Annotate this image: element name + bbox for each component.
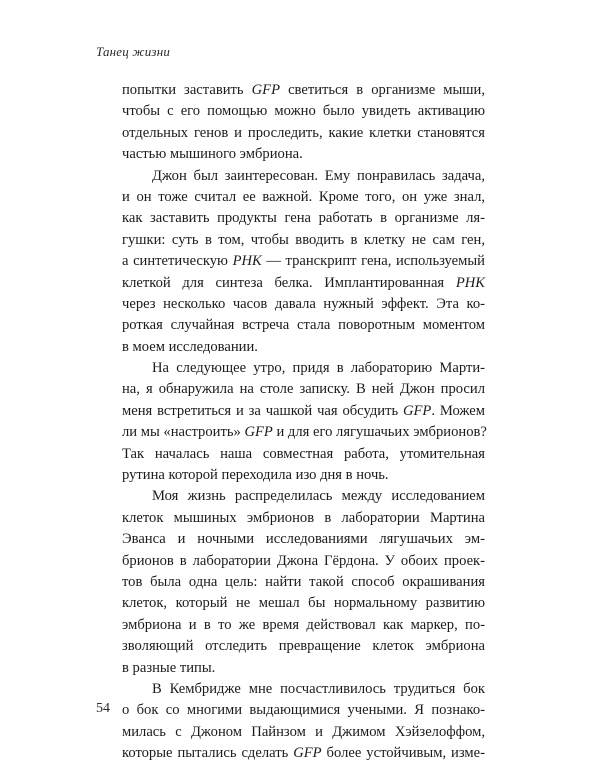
text-line: В Кембридже мне посчастливилось трудиться бок — [152, 680, 485, 697]
text-line: клеткой для синтеза белка. Имплантированная РНК — [122, 274, 485, 291]
paragraph — [122, 166, 485, 359]
text-line: на, я обнаружила на столе записку. В ней Джон просил — [122, 381, 485, 398]
text-line: через несколько часов давала нужный эффект. Эта ко- — [122, 295, 485, 312]
paragraph — [122, 679, 485, 765]
text-line: Джон был заинтересован. Ему понравилась задача, — [152, 167, 485, 184]
text-line: клеток, который не мешал бы нормальному развитию — [122, 595, 485, 612]
text-line: меня встретиться и за чашкой чая обсудить GFP. Можем — [122, 402, 485, 419]
text-line: частью мышиного эмбриона. — [122, 146, 303, 163]
text-line: ли мы «настроить» GFP и для его лягушачьих эмбрионов? — [122, 424, 487, 441]
text-line: отдельных генов и проследить, какие клетки становятся — [122, 124, 485, 141]
text-line: брионов в лаборатории Джона Гёрдона. У обоих проек- — [122, 552, 485, 569]
paragraph — [122, 358, 485, 486]
text-line: в моем исследовании. — [122, 338, 258, 355]
text-line: которые пытались сделать GFP более устойчивым, изме- — [122, 745, 485, 762]
text-line: в разные типы. — [122, 659, 216, 676]
text-line: эмбриона и в то же время действовал как маркер, по- — [122, 616, 485, 633]
text-line: милась с Джоном Пайнзом и Джимом Хэйзелоффом, — [122, 723, 485, 740]
text-line: попытки заставить GFP светиться в организме мыши, — [122, 82, 485, 98]
running-head: Танец жизни — [96, 44, 171, 59]
body-text — [122, 80, 485, 765]
page-number: 54 — [96, 701, 110, 716]
text-line: как заставить продукты гена работать в организме ля- — [122, 210, 485, 227]
paragraph — [122, 80, 485, 166]
text-line: На следующее утро, придя в лабораторию Марти- — [152, 360, 485, 377]
text-line: гушки: суть в том, чтобы вводить в клетку не сам ген, — [122, 231, 485, 248]
text-line: рутина которой переходила изо дня в ночь. — [122, 467, 389, 484]
paragraph — [122, 486, 485, 679]
text-line: клеток мышиных эмбрионов в лаборатории Мартина — [122, 509, 485, 526]
text-line: и он тоже считал ее важной. Кроме того, он уже знал, — [122, 188, 485, 205]
text-line: Моя жизнь распределилась между исследованием — [152, 488, 485, 505]
text-line: Так началась наша совместная работа, утомительная — [122, 445, 485, 462]
text-line: тов была одна цель: найти такой способ окрашивания — [122, 573, 485, 590]
text-line: о бок со многими выдающимися учеными. Я познако- — [122, 702, 485, 719]
text-line: Эванса и ночными исследованиями лягушачьих эм- — [122, 531, 485, 548]
text-line: чтобы с его помощью можно было увидеть активацию — [122, 103, 485, 120]
text-line: роткая случайная встреча стала поворотным моментом — [122, 317, 485, 334]
text-line: а синтетическую РНК — транскрипт гена, используемый — [122, 253, 485, 270]
text-line: зволяющий отследить превращение клеток эмбриона — [122, 638, 485, 655]
